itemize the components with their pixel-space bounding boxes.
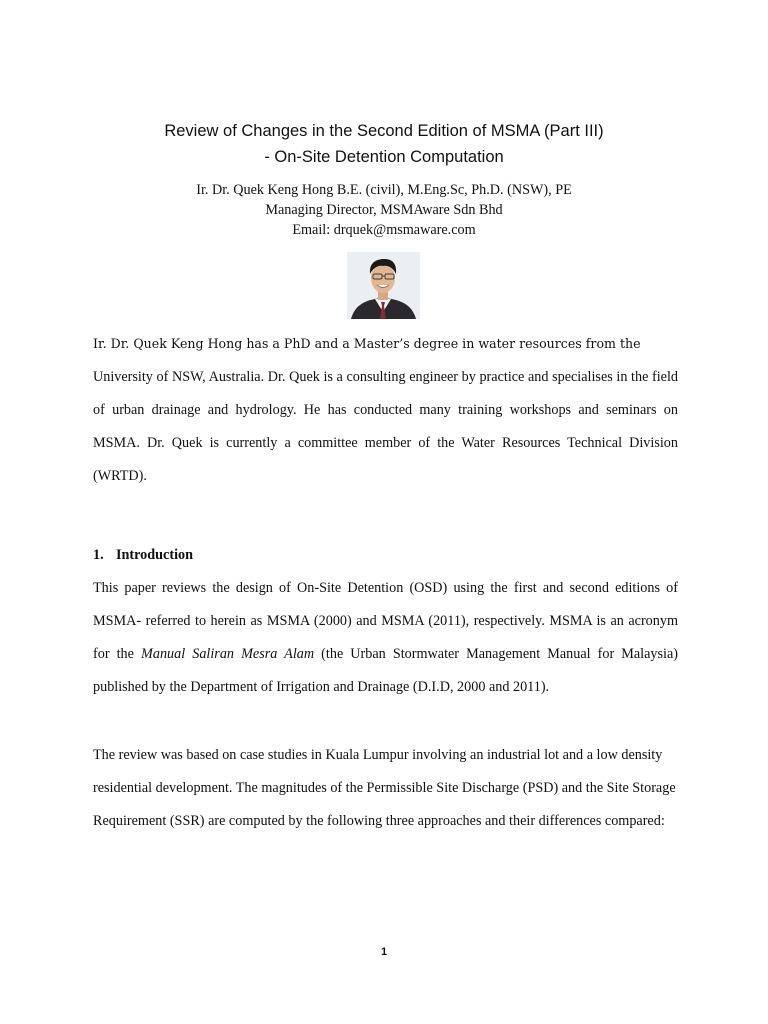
title-line-1: Review of Changes in the Second Edition of MSMA (Part III) (164, 122, 604, 140)
author-bio-rest: University of NSW, Australia. Dr. Quek is a consulting engineer by practice and specialises in the field of urban drainage and hydrology. He has conducted many training workshops and seminars on MSMA. Dr. Quek is currently a committee member of the Water Resources Technical Division (WRTD). (93, 369, 678, 484)
author-credentials: Ir. Dr. Quek Keng Hong B.E. (civil), M.Eng.Sc, Ph.D. (NSW), PE (196, 182, 572, 198)
section-heading (93, 546, 193, 564)
author-photo-image (347, 252, 420, 319)
author-bio (93, 327, 678, 493)
section-title: Introduction (116, 547, 193, 563)
author-bio-first-line: Ir. Dr. Quek Keng Hong has a PhD and a Master’s degree in water resources from the (93, 336, 641, 351)
intro-paragraph (93, 572, 678, 704)
section-number: 1. (93, 547, 104, 563)
author-photo (347, 252, 420, 319)
document-title (0, 118, 768, 170)
author-email: Email: drquek@msmaware.com (292, 222, 476, 238)
title-line-2: - On-Site Detention Computation (264, 148, 504, 166)
page-number: 1 (380, 946, 388, 958)
intro-manual-name: Manual Saliran Mesra Alam (141, 646, 315, 662)
review-paragraph: The review was based on case studies in Kuala Lumpur involving an industrial lot and a low density residential development. The magnitudes of the Permissible Site Discharge (PSD) and the Site Storage Requirement (SSR) are computed by the following three approaches and their differences compared: (93, 747, 676, 829)
author-block (0, 180, 768, 240)
author-position: Managing Director, MSMAware Sdn Bhd (265, 202, 503, 218)
intro-text-start: This paper reviews the design of On-Site Detention (OSD) using the first and second editions of MSMA- referred to herein as MSMA (2000) and MSMA (2011), respectively. MSMA is an acronym for the (93, 580, 678, 662)
intro-text-end: (the Urban Stormwater Management Manual for Malaysia) published by the Department of Irrigation and Drainage (D.I.D, 2000 and 2011). (93, 646, 678, 695)
